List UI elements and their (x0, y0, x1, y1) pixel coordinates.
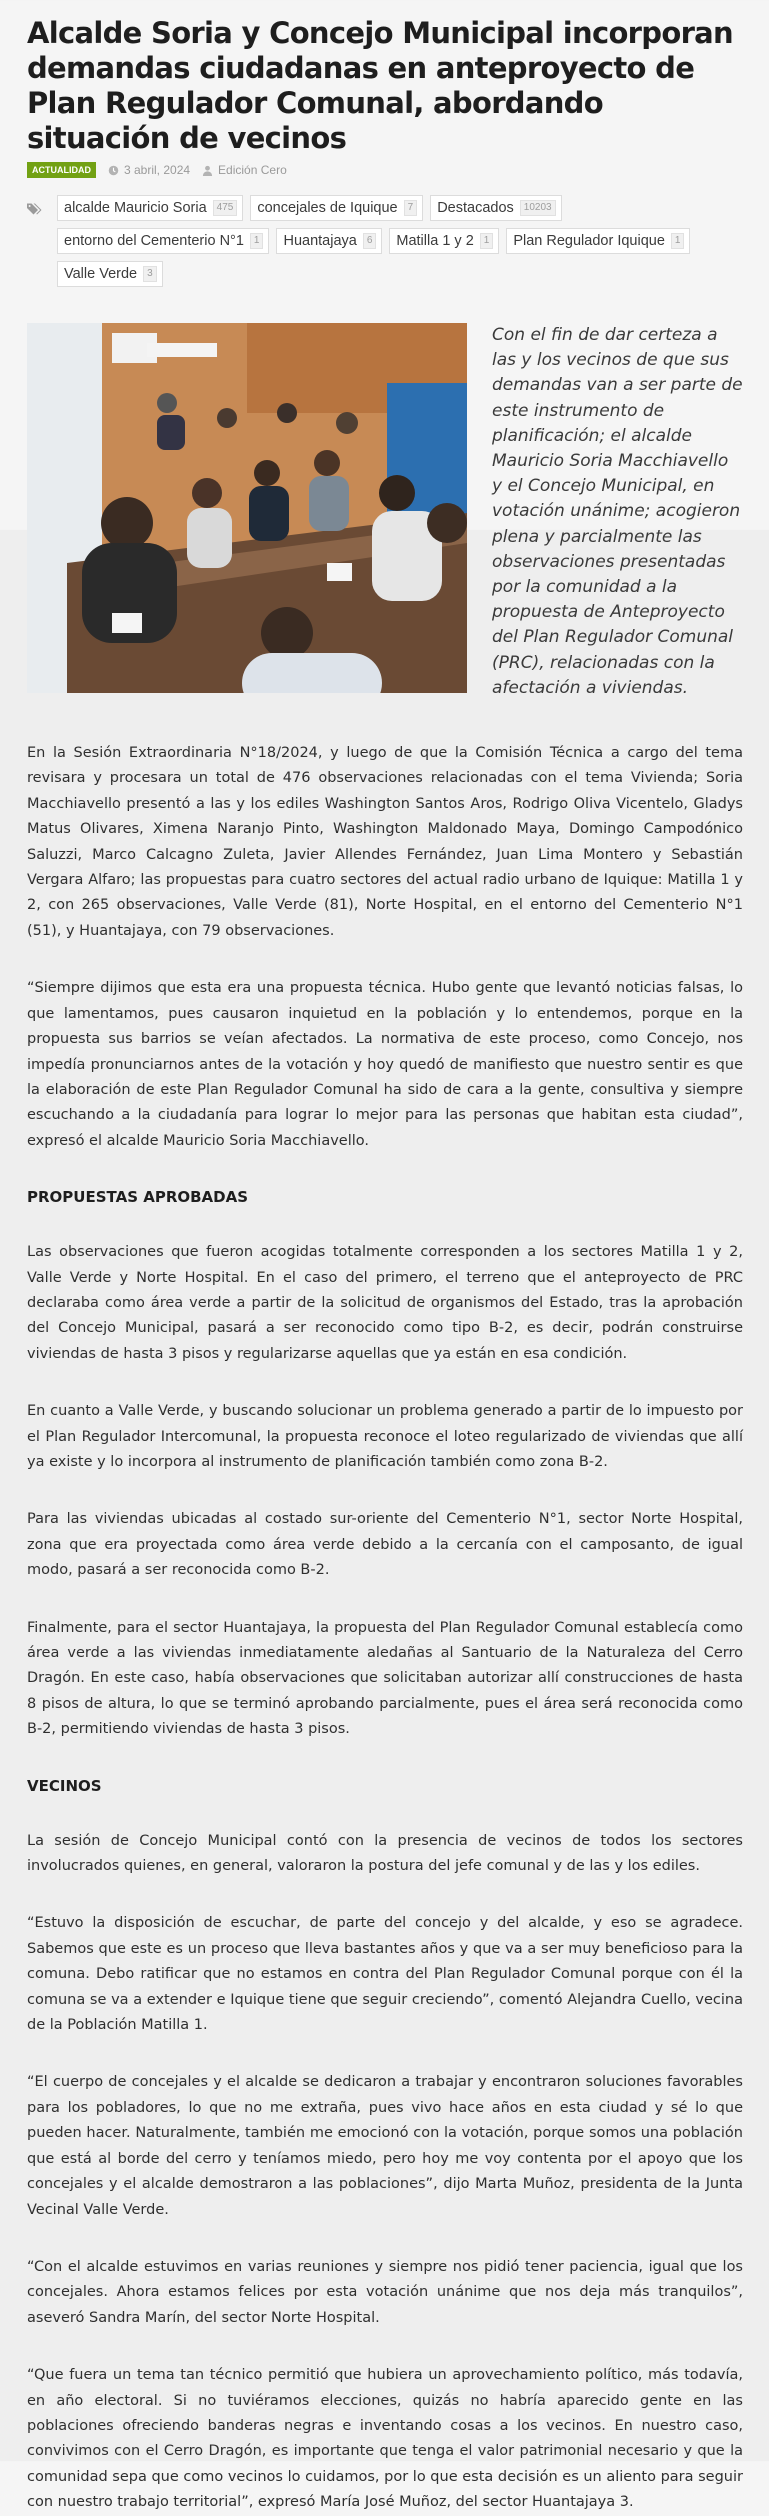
tag-count: 1 (671, 233, 685, 249)
tag-label: Valle Verde (64, 266, 138, 282)
body-paragraph: “Estuvo la disposición de escuchar, de parte del concejo y del alcalde, y eso se agradece. Sabemos que este es un proceso que lleva bastantes años y que va a ser muy beneficioso para la comuna. Debo ratificar que no estamos en contra del Plan Regulador Comunal porque con él la comuna se va a extender e Iquique tiene que seguir creciendo”, comentó Alejandra Cuello, vecina de la Población Matilla 1. (27, 1915, 743, 2034)
user-icon (202, 165, 213, 176)
featured-photo (27, 323, 467, 693)
body-paragraph: La sesión de Concejo Municipal contó con la presencia de vecinos de todos los sectores involucrados quienes, en general, valoraron la postura del jefe comunal y de las y los ediles. (27, 1832, 743, 1875)
meeting-photo-illustration (27, 323, 467, 693)
body-paragraph: En la Sesión Extraordinaria N°18/2024, y luego de que la Comisión Técnica a cargo del tema revisara y procesara un total de 476 observaciones relacionadas con el tema Vivienda; Soria Macchiavello presentó a las y los ediles Washington Santos Aros, Rodrigo Oliva Vicentelo, Gladys Matus Olivares, Ximena Naranjo Pinto, Washington Maldonado Maya, Domingo Campodónico Saluzzi, Marco Calcagno Zuleta, Javier Allendes Fernández, Juan Lima Montero y Sebastián Vergara Alfaro; las propuestas para cuatro sectores del actual radio urbano de Iquique: Matilla 1 y 2, con 265 observaciones, Valle Verde (81), Norte Hospital, en el entorno del Cementerio N°1 (51), y Huantajaya, con 79 observaciones. (27, 745, 743, 939)
article-title: Alcalde Soria y Concejo Municipal incorporan demandas ciudadanas en anteproyecto de Plan Regulador Comunal, abordando situación de vecinos (27, 16, 733, 155)
tags-icon (27, 202, 45, 216)
tag-label: Matilla 1 y 2 (396, 233, 474, 249)
article-body (27, 741, 743, 2516)
body-paragraph: Finalmente, para el sector Huantajaya, la propuesta del Plan Regulador Comunal establecía como área verde a las viviendas inmediatamente aledañas al Santuario de la Naturaleza del Cerro Dragón. En este caso, había observaciones que solicitaban autorizar allí construcciones de hasta 8 pisos de altura, lo que se terminó aprobando parcialmente, pues el área será reconocida como B-2, permitiendo viviendas de hasta 3 pisos. (27, 1619, 743, 1738)
lead-section (27, 323, 743, 701)
tag-count: 6 (363, 233, 377, 249)
article-meta (27, 162, 743, 178)
body-paragraph: Para las viviendas ubicadas al costado sur-oriente del Cementerio N°1, sector Norte Hospital, zona que era proyectada como área verde debido a la cercanía con el camposanto, de igual modo, pasará a ser reconocida como B-2. (27, 1511, 743, 1579)
body-paragraph: “El cuerpo de concejales y el alcalde se dedicaron a trabajar y encontraron soluciones favorables para los pobladores, lo que no me extraña, pues vivo hace años en esta ciudad y sé lo que pueden hacer. Naturalmente, también me emocionó con la votación, porque somos una población que está al borde del cerro y teníamos miedo, pero hoy me voy contenta por el apoyo que los concejales y el alcalde demostraron a las poblaciones”, dijo Marta Muñoz, presidenta de la Junta Vecinal Valle Verde. (27, 2074, 743, 2218)
body-paragraph: “Con el alcalde estuvimos en varias reuniones y siempre nos pidió tener paciencia, igual que los concejales. Ahora estamos felices por esta votación unánime que nos deja más tranquilos”, aseveró Sandra Marín, del sector Norte Hospital. (27, 2258, 743, 2326)
tag-link[interactable] (57, 228, 269, 254)
tags-icon-wrap (27, 195, 49, 287)
tag-label: Plan Regulador Iquique (513, 233, 665, 249)
tag-label: Destacados (437, 200, 514, 216)
tag-count: 475 (213, 200, 238, 216)
tag-link[interactable] (430, 195, 561, 221)
tags-section (27, 195, 743, 287)
tag-link[interactable] (506, 228, 690, 254)
body-paragraph: “Siempre dijimos que esta era una propuesta técnica. Hubo gente que levantó noticias falsas, lo que lamentamos, pues causaron inquietud en la población y lo entendemos, porque en la propuesta sus barrios se veían afectados. La normativa de este proceso, como Concejo, nos impedía pronunciarnos antes de la votación y hoy quedó de manifiesto que nuestro sentir es que la elaboración de este Plan Regulador Comunal ha sido de cara a la gente, consultiva y siempre escuchando a la ciudadanía para lograr lo mejor para las personas que habitan esta ciudad”, expresó el alcalde Mauricio Soria Macchiavello. (27, 980, 743, 1149)
lead-paragraph: Con el fin de dar certeza a las y los vecinos de que sus demandas van a ser parte de este instrumento de planificación; el alcalde Mauricio Soria Macchiavello y el Concejo Municipal, en votación unánime; acogieron plena y parcialmente las observaciones presentadas por la comunidad a la propuesta de Anteproyecto del Plan Regulador Comunal (PRC), relacionadas con la afectación a viviendas. (492, 325, 743, 698)
tag-link[interactable] (389, 228, 499, 254)
tag-label: Huantajaya (283, 233, 357, 249)
tag-label: concejales de Iquique (257, 200, 398, 216)
tag-link[interactable] (57, 261, 163, 287)
article-date: 3 abril, 2024 (124, 163, 191, 177)
tag-count: 7 (404, 200, 418, 216)
clock-icon (108, 165, 119, 176)
tag-list (57, 195, 697, 287)
tag-link[interactable] (276, 228, 382, 254)
article-author[interactable]: Edición Cero (218, 163, 287, 177)
tag-link[interactable] (250, 195, 423, 221)
category-badge[interactable]: ACTUALIDAD (27, 162, 96, 178)
author-item (202, 163, 287, 177)
section-heading: VECINOS (27, 1776, 102, 1795)
tag-count: 1 (250, 233, 264, 249)
body-paragraph: “Que fuera un tema tan técnico permitió que hubiera un aprovechamiento político, más todavía, en año electoral. Si no tuviéramos elecciones, quizás no habría aparecido gente en las poblaciones ofreciendo banderas negras e inventando cosas a los vecinos. En nuestro caso, convivimos con el Cerro Dragón, es importante que tenga el valor patrimonial necesario y que la comunidad sepa que como vecinos lo cuidamos, por lo que esta decisión es un aliento para seguir con nuestro trabajo territorial”, expresó María José Muñoz, del sector Huantajaya 3. (27, 2367, 743, 2511)
tag-count: 3 (143, 266, 157, 282)
tag-link[interactable] (57, 195, 243, 221)
tag-label: alcalde Mauricio Soria (64, 200, 207, 216)
tag-label: entorno del Cementerio N°1 (64, 233, 244, 249)
tag-count: 1 (480, 233, 494, 249)
date-item (108, 163, 190, 177)
section-heading: PROPUESTAS APROBADAS (27, 1188, 249, 1207)
body-paragraph: En cuanto a Valle Verde, y buscando solucionar un problema generado a partir de lo impuesto por el Plan Regulador Intercomunal, la propuesta reconoce el loteo regularizado de viviendas que allí ya existe y lo incorpora al instrumento de planificación también como zona B-2. (27, 1403, 743, 1470)
body-paragraph: Las observaciones que fueron acogidas totalmente corresponden a los sectores Matilla 1 y 2, Valle Verde y Norte Hospital. En el caso del primero, el terreno que el anteproyecto de PRC declaraba como área verde a partir de la solicitud de organismos del Estado, tras la aprobación del Concejo Municipal, pasará a ser reconocido como tipo B-2, es decir, podrán construirse viviendas de hasta 3 pisos y regularizarse aquellas que ya están en esa condición. (27, 1244, 743, 1362)
tag-count: 10203 (520, 200, 556, 216)
